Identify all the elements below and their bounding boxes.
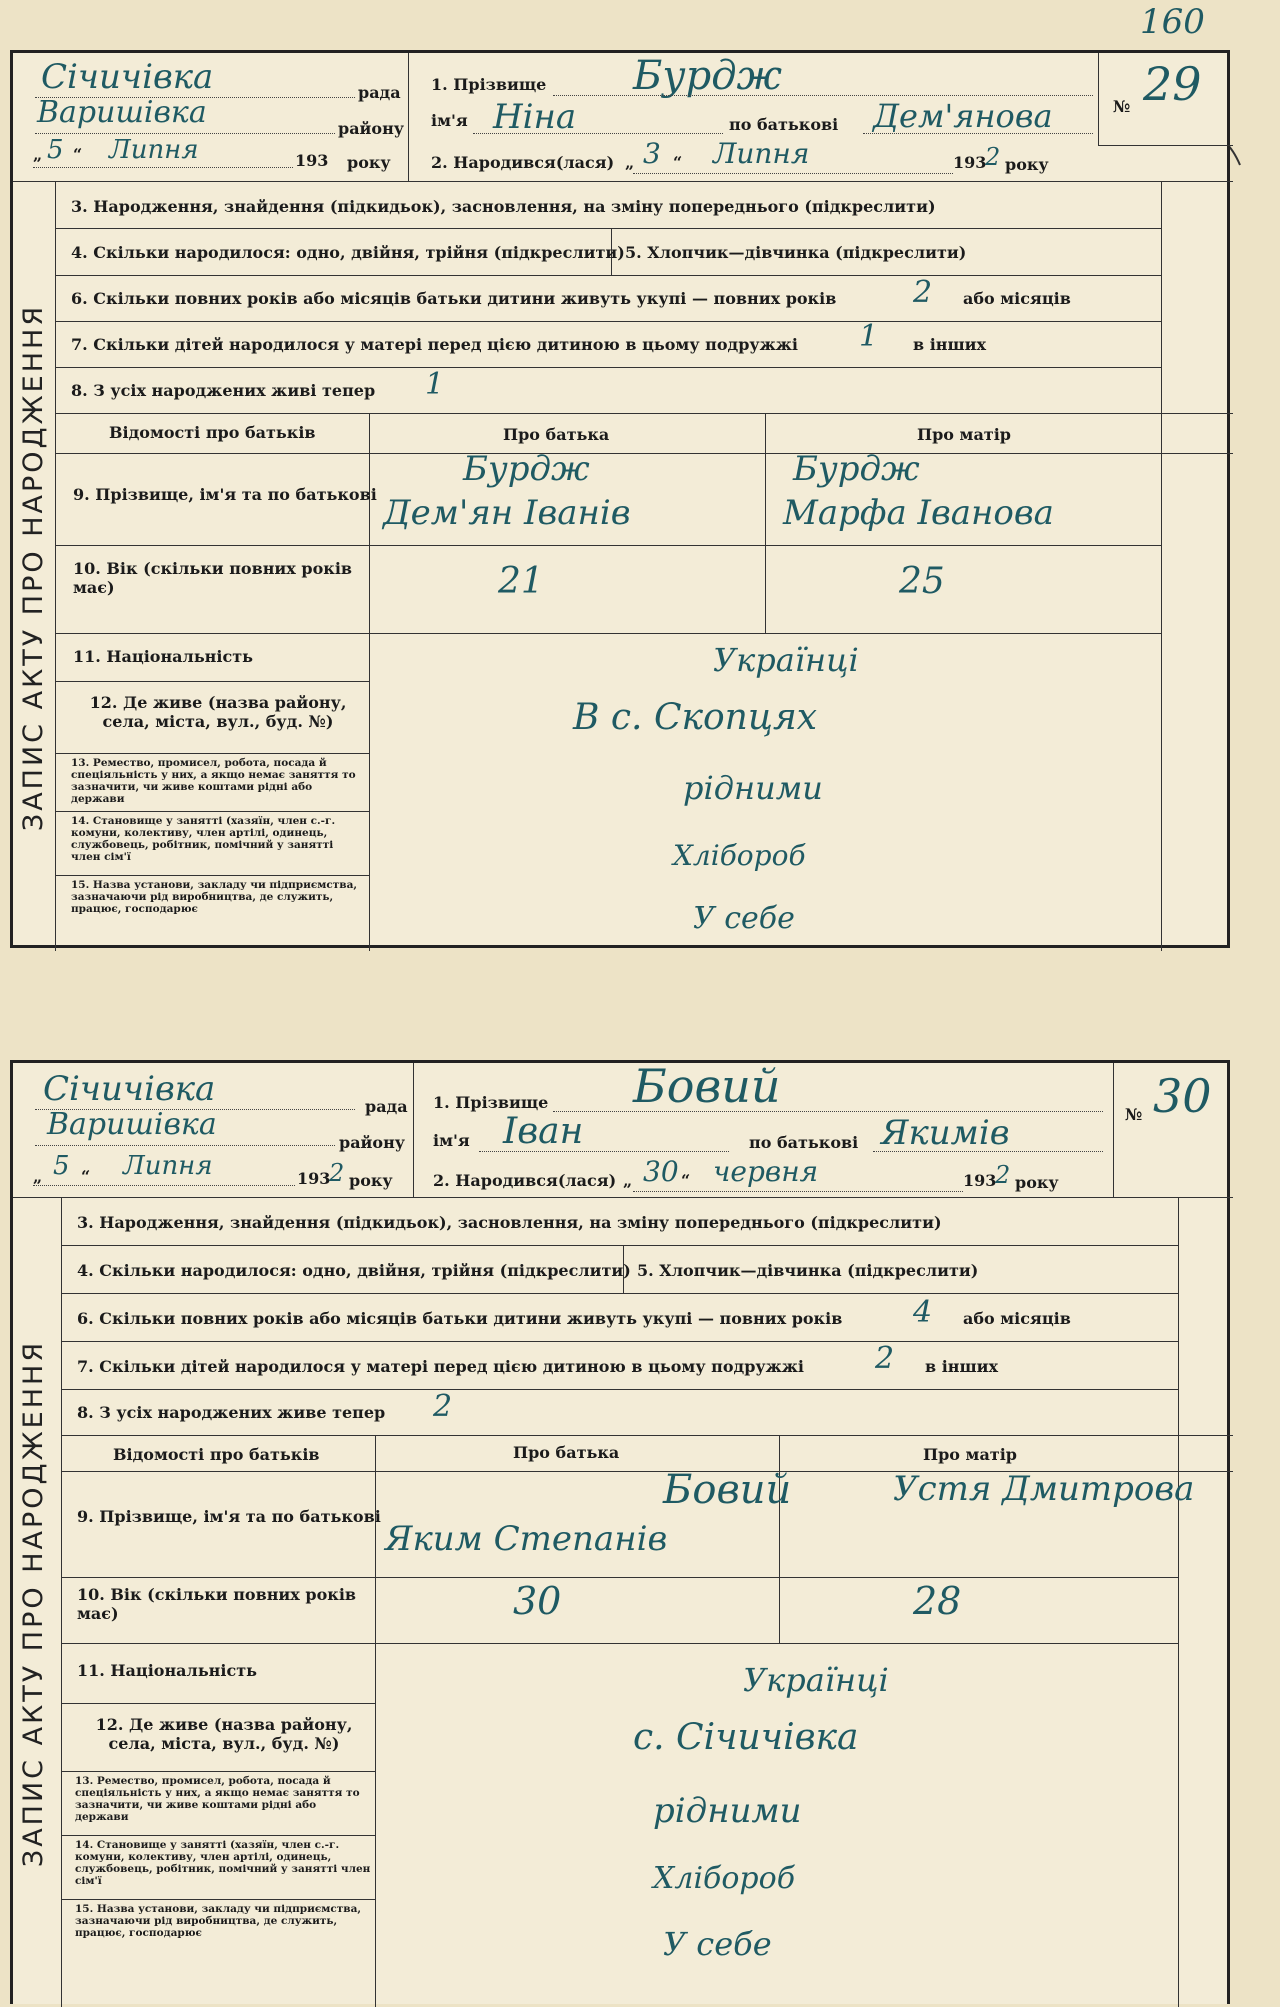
row-7-label: 7. Скільки дітей народилося у матері перед цією дитиною в цьому подружжі [71,335,799,354]
born-label: 2. Народився(лася) [431,153,615,172]
row-6-label: 6. Скільки повних років або місяців батьки дитини живуть укупі — повних років [71,289,837,308]
row-5-label: 5. Хлопчик—дівчинка (підкреслити) [637,1261,979,1280]
born-month: Липня [713,137,810,170]
date-year-suffix: 2 [329,1159,345,1187]
born-month: червня [713,1155,819,1188]
col-parents: Відомості про батьків [109,423,316,442]
row-5-label: 5. Хлопчик—дівчинка (підкреслити) [625,243,967,262]
row-3-label: 3. Народження, знайдення (підкидьок), засновлення, на зміну попереднього (підкреслити) [71,197,936,216]
child-surname: Бовий [633,1059,781,1113]
council-label: рада [365,1097,408,1116]
council-name: Січичівка [41,57,214,97]
born-day: 30 [643,1155,679,1188]
patronymic-label: по батькові [749,1133,859,1152]
district-name: Варишівка [47,1107,217,1142]
born-year-suffix: 2 [985,143,1001,171]
born-year-suffix: 2 [995,1161,1011,1189]
label-11: 11. Національність [73,647,253,666]
col-parents: Відомості про батьків [113,1445,320,1464]
council-name: Січичівка [43,1069,216,1109]
row-4-label: 4. Скільки народилося: одно, двійня, трійня (підкреслити) [77,1261,631,1280]
workplace: У себе [693,901,795,936]
col-mother: Про матір [917,425,1011,444]
record-number: 30 [1153,1069,1212,1123]
born-year-label: року [1015,1173,1059,1192]
label-10: 10. Вік (скільки повних років має) [77,1585,357,1623]
child-patronymic: Дем'янова [873,97,1053,135]
position: Хлібороб [653,1861,796,1896]
workplace: У себе [663,1925,772,1963]
mother-name: Марфа Іванова [783,493,1054,533]
surname-label: 1. Прізвище [433,1093,549,1112]
row-6-value: 4 [913,1295,933,1330]
col-father: Про батька [513,1443,620,1462]
label-15: 15. Назва установи, закладу чи підприємства, зазначаючи рід виробництва, де служить, працює, господарює [75,1903,362,1939]
label-12: 12. Де живе (назва району, села, міста, вул., буд. №) [95,1715,353,1753]
row-6-suffix: або місяців [963,289,1071,308]
residence: с. Січичівка [633,1717,859,1758]
father-name: Дем'ян Іванів [383,493,631,533]
row-8-value: 2 [433,1389,453,1424]
occupation: рідними [683,769,823,807]
label-13: 13. Ремество, промисел, робота, посада й спеціяльність у них, а якщо немає заняття то зазначити, чи живе коштами рідні або держави [75,1775,360,1823]
row-6-label: 6. Скільки повних років або місяців батьки дитини живуть укупі — повних років [77,1309,843,1328]
birth-record-30: ЗАПИС АКТУ ПРО НАРОДЖЕННЯ Січичівка рада Варишівка району „ 5 “ Липня 193 2 року 1. Прізвище Бовий ім'я Іван по батькові Якимів 2. Народився(лася) „ 30 “ червня 193 2 року № 30 3. Народження, знайдення (підкидьок), засновлення, на зміну попереднього (підкреслити) 4. Скільки народилося: одно, двійня, трійня (підкреслити) 5. Хлопчик—дівчинка (підкреслити) 6. Скільки повних років або місяців батьки дитини живуть укупі — повних років 4 або місяців 7. Скільки дітей народилося у матері перед цією дитиною в цьому подружжі 2 в інших 8. З усіх народжених живе тепер 2 Відомості про батьків Про батька Про матір 9. Прізвище, ім'я та по батькові 10. Вік (скільки повних років має) 11. Національність 12. Де живе (назва району, села, міста, вул., буд. №) 13. Ремество, промисел, робота, посада й спеціяльність у них, а якщо немає заняття то зазначити, чи живе коштами рідні або держави 14. Становище у занятті (хазяїн, член с.-г. комуни, колективу, член артілі, одинець, службовець, робітник, помічний у занятті член сім'ї 15. Назва установи, закладу чи підприємства, зазначаючи рід виробництва, де служить, працює, господарює Бовий Яким Степанів Устя Дмитрова 30 28 Українці с. Січичівка рідними Хлібороб У себе [10,1060,1230,2004]
label-11: 11. Національність [77,1661,257,1680]
col-father: Про батька [503,425,610,444]
row-3-label: 3. Народження, знайдення (підкидьок), засновлення, на зміну попереднього (підкреслити) [77,1213,942,1232]
child-surname: Бурдж [633,53,783,99]
nationality: Українці [743,1661,889,1699]
label-9: 9. Прізвище, ім'я та по батькові [73,485,377,504]
child-patronymic: Якимів [881,1113,1010,1153]
label-10: 10. Вік (скільки повних років має) [73,559,353,597]
side-label: ЗАПИС АКТУ ПРО НАРОДЖЕННЯ [18,1339,50,1867]
label-12: 12. Де живе (назва району, села, міста, вул., буд. №) [89,693,347,731]
row-8-label: 8. З усіх народжених живі тепер [71,381,376,400]
date-label: року [349,1171,393,1190]
mother-age: 28 [913,1579,962,1623]
father-surname: Бурдж [463,449,590,489]
date-label: року [347,153,391,172]
label-13: 13. Ремество, промисел, робота, посада й спеціяльність у них, а якщо немає заняття то зазначити, чи живе коштами рідні або держави [71,757,356,805]
date-year: 193 [297,1169,331,1188]
position: Хлібороб [673,839,806,872]
father-surname: Бовий [663,1467,792,1513]
nationality: Українці [713,641,859,679]
child-name: Ніна [493,97,577,137]
father-age: 21 [498,561,544,602]
row-7-label: 7. Скільки дітей народилося у матері перед цією дитиною в цьому подружжі [77,1357,805,1376]
row-7-value: 1 [859,319,879,354]
side-label: ЗАПИС АКТУ ПРО НАРОДЖЕННЯ [18,303,50,831]
mother-age: 25 [899,561,945,602]
father-age: 30 [513,1579,562,1623]
district-name: Варишівка [37,95,207,130]
name-label: ім'я [433,1131,470,1150]
patronymic-label: по батькові [729,115,839,134]
father-name: Яким Степанів [385,1519,668,1559]
council-label: рада [358,83,401,102]
row-8-label: 8. З усіх народжених живе тепер [77,1403,386,1422]
mother-surname: Бурдж [793,449,920,489]
row-8-value: 1 [425,367,445,402]
mother-name: Устя Дмитрова [893,1469,1195,1509]
birth-record-29: ЗАПИС АКТУ ПРО НАРОДЖЕННЯ Січичівка рада Варишівка району „ 5 “ Липня 193 року 1. Прізвище Бурдж ім'я Ніна по батькові Дем'янова 2. Народився(лася) „ 3 “ Липня 193 2 року № 29 3. Народження, знайдення (підкидьок), засновлення, на зміну попереднього (підкреслити) 4. Скільки народилося: одно, двійня, трійня (підкреслити) 5. Хлопчик—дівчинка (підкреслити) 6. Скільки повних років або місяців батьки дитини живуть укупі — повних років 2 або місяців 7. Скільки дітей народилося у матері перед цією дитиною в цьому подружжі 1 в інших 8. З усіх народжених живі тепер 1 Відомості про батьків Про батька Про матір 9. Прізвище, ім'я та по батькові 10. Вік (скільки повних років має) 11. Національність 12. Де живе (назва району, села, міста, вул., буд. №) 13. Ремество, промисел, робота, посада й спеціяльність у них, а якщо немає заняття то зазначити, чи живе коштами рідні або держави 14. Становище у занятті (хазяїн, член с.-г. комуни, колективу, член артілі, одинець, службовець, робітник, помічний у занятті член сім'ї 15. Назва установи, закладу чи підприємства, зазначаючи рід виробництва, де служить, працює, господарює Бурдж Дем'ян Іванів Бурдж Марфа Іванова 21 25 Українці В с. Скопцях рідними Хлібороб У себе [10,50,1230,948]
record-number: 29 [1143,57,1202,111]
surname-label: 1. Прізвище [431,75,547,94]
born-year: 193 [953,153,987,172]
row-7-suffix: в інших [925,1357,999,1376]
row-6-suffix: або місяців [963,1309,1071,1328]
name-label: ім'я [431,111,468,130]
date-year: 193 [295,151,329,170]
born-label: 2. Народився(лася) [433,1171,617,1190]
row-4-label: 4. Скільки народилося: одно, двійня, трійня (підкреслити) [71,243,625,262]
born-day: 3 [643,137,661,170]
born-year-label: року [1005,155,1049,174]
occupation: рідними [653,1791,802,1831]
label-9: 9. Прізвище, ім'я та по батькові [77,1507,381,1526]
district-label: району [339,1133,406,1152]
date-month: Липня [123,1151,213,1181]
label-14: 14. Становище у занятті (хазяїн, член с.-г. комуни, колективу, член артілі, одинець, службовець, робітник, помічний у занятті член сім'ї [75,1839,371,1887]
row-7-suffix: в інших [913,335,987,354]
record-no-label: № [1125,1105,1143,1124]
label-14: 14. Становище у занятті (хазяїн, член с.-г. комуни, колективу, член артілі, одинець, службовець, робітник, помічний у занятті член сім'ї [71,815,336,863]
row-6-value: 2 [913,275,933,310]
row-7-value: 2 [875,1341,895,1376]
date-day: 5 [53,1151,70,1181]
born-year: 193 [963,1171,997,1190]
page-number: 160 [1140,2,1205,42]
date-month: Липня [109,135,199,165]
col-mother: Про матір [923,1445,1017,1464]
residence: В с. Скопцях [573,697,818,738]
date-day: 5 [47,135,64,165]
label-15: 15. Назва установи, закладу чи підприємства, зазначаючи рід виробництва, де служить, працює, господарює [71,879,358,915]
district-label: району [338,119,405,138]
child-name: Іван [503,1111,584,1152]
record-no-label: № [1113,97,1131,116]
